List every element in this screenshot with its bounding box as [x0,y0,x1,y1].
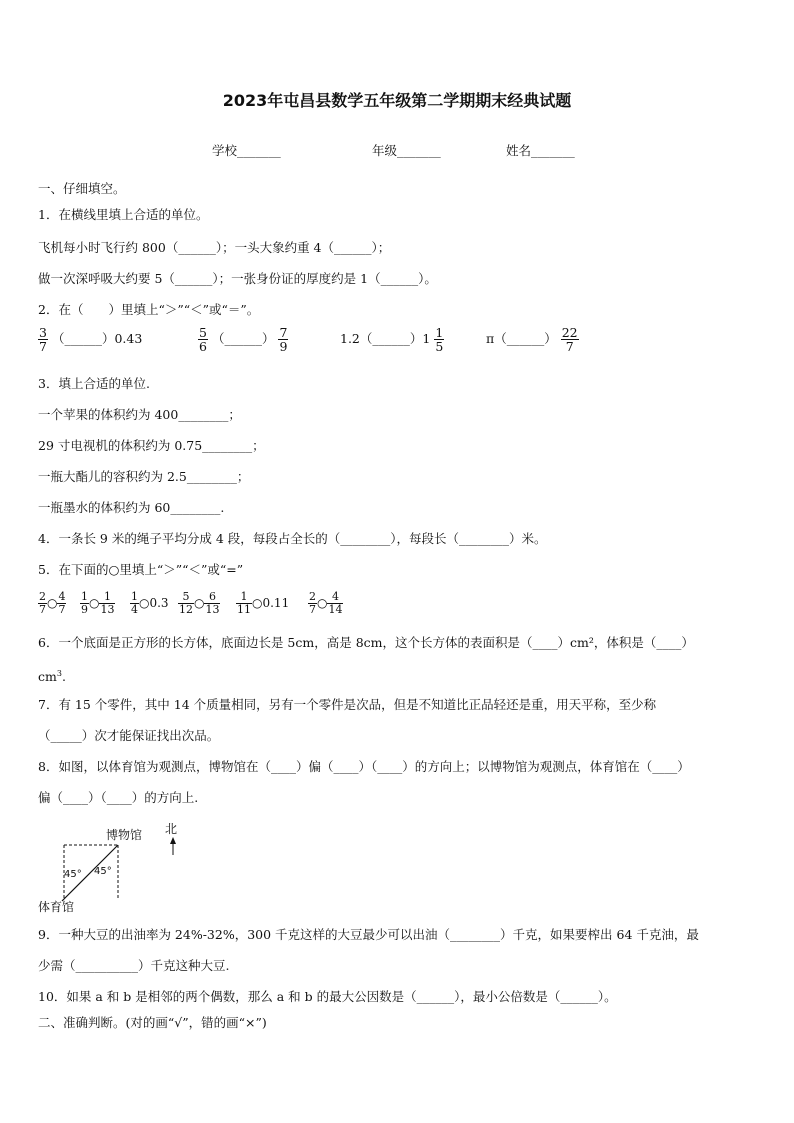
q3-text: 3．填上合适的单位. [38,376,150,391]
q2-item3: 1.2（______）1 $\frac{1}{5}$ [340,325,444,354]
school-field[interactable]: 学校_______ [212,143,281,158]
q9-line1: 9．一种大豆的出油率为 24%-32%，300 千克这样的大豆最少可以出油（________）千克，如果要榨出 64 千克油，最 [38,927,699,942]
name-field[interactable]: 姓名_______ [506,143,575,158]
q7-line2: （_____）次才能保证找出次品。 [38,728,220,743]
fraction: $\frac{22}{7}$ [561,325,578,354]
q6-line2: $cm^3$. [38,669,66,685]
q4-text: 4．一条长 9 米的绳子平均分成 4 段，每段占全长的（________），每段长（________）米。 [38,531,547,546]
angle-label-museum: 45° [94,866,112,877]
q5-item-a: $\frac{2}{7}$ ○ $\frac{4}{7}$ [39,590,66,616]
q5-item-c: $\frac{1}{4}$ ○0.3 [131,590,169,616]
gym-label: 体育馆 [38,900,75,914]
fraction: $\frac{1}{5}$ [435,325,444,354]
q5-item-e: $\frac{1}{11}$ ○0.11 [237,590,290,616]
q9-line2: 少需（__________）千克这种大豆. [38,958,230,973]
q2-item1: $\frac{3}{7}$ （______）0.43 [39,325,143,354]
q2-text: 2．在（ ）里填上“＞”“＜”或“＝”。 [38,302,260,317]
q5-text: 5．在下面的○里填上“＞”“＜”或“=” [38,562,244,577]
q3-line4: 一瓶墨水的体积约为 60________. [38,500,225,515]
fraction: $\frac{5}{6}$ [199,325,207,354]
q7-line1: 7．有 15 个零件，其中 14 个质量相同，另有一个零件是次品，但是不知道比正品轻还是重，用天平称，至少称 [38,697,657,712]
museum-label: 博物馆 [106,828,143,842]
q2-item4: π（______） $\frac{22}{7}$ [486,325,578,354]
q5-item-d: $\frac{5}{12}$ ○ $\frac{6}{13}$ [179,590,220,616]
fraction: $\frac{7}{9}$ [279,325,288,354]
q1-text: 1．在横线里填上合适的单位。 [38,207,209,222]
grade-field[interactable]: 年级_______ [372,143,441,158]
q8-line2: 偏（____）（____）的方向上. [38,790,199,805]
angle-label-gym: 45° [64,869,82,880]
q8-line1: 8．如图，以体育馆为观测点，博物馆在（____）偏（____）（____）的方向上；以博物馆为观测点，体育馆在（____） [38,759,690,774]
q3-line2: 29 寸电视机的体积约为 0.75________； [38,438,265,453]
north-arrowhead-icon [170,837,176,844]
q10-text: 10．如果 a 和 b 是相邻的两个偶数，那么 a 和 b 的最大公因数是（______），最小公倍数是（______）。 [38,989,617,1004]
q6-line1: 6．一个底面是正方形的长方体，底面边长是 5cm，高是 8cm，这个长方体的表面积是（____）cm²，体积是（____） [38,635,694,650]
page-title: 2023年屯昌县数学五年级第二学期期末经典试题 [222,91,572,110]
section2-heading: 二、准确判断。(对的画“√”，错的画“×”) [38,1015,267,1030]
q2-item2: $\frac{5}{6}$ （______） $\frac{7}{9}$ [199,325,288,354]
fraction: $\frac{3}{7}$ [39,325,47,354]
q3-line1: 一个苹果的体积约为 400________； [38,407,241,422]
q5-item-f: $\frac{2}{7}$ ○ $\frac{4}{14}$ [309,590,343,616]
section1-heading: 一、仔细填空。 [38,181,126,196]
north-label: 北 [165,822,178,836]
q1-line1: 飞机每小时飞行约 800（______）；一头大象约重 4（______）； [38,240,391,255]
q5-item-b: $\frac{1}{9}$ ○ $\frac{1}{13}$ [81,590,115,616]
q1-line2: 做一次深呼吸大约要 5（______）；一张身份证的厚度约是 1（______）。 [38,271,437,286]
direction-diagram [34,815,214,915]
q3-line3: 一瓶大酯儿的容积约为 2.5________； [38,469,250,484]
